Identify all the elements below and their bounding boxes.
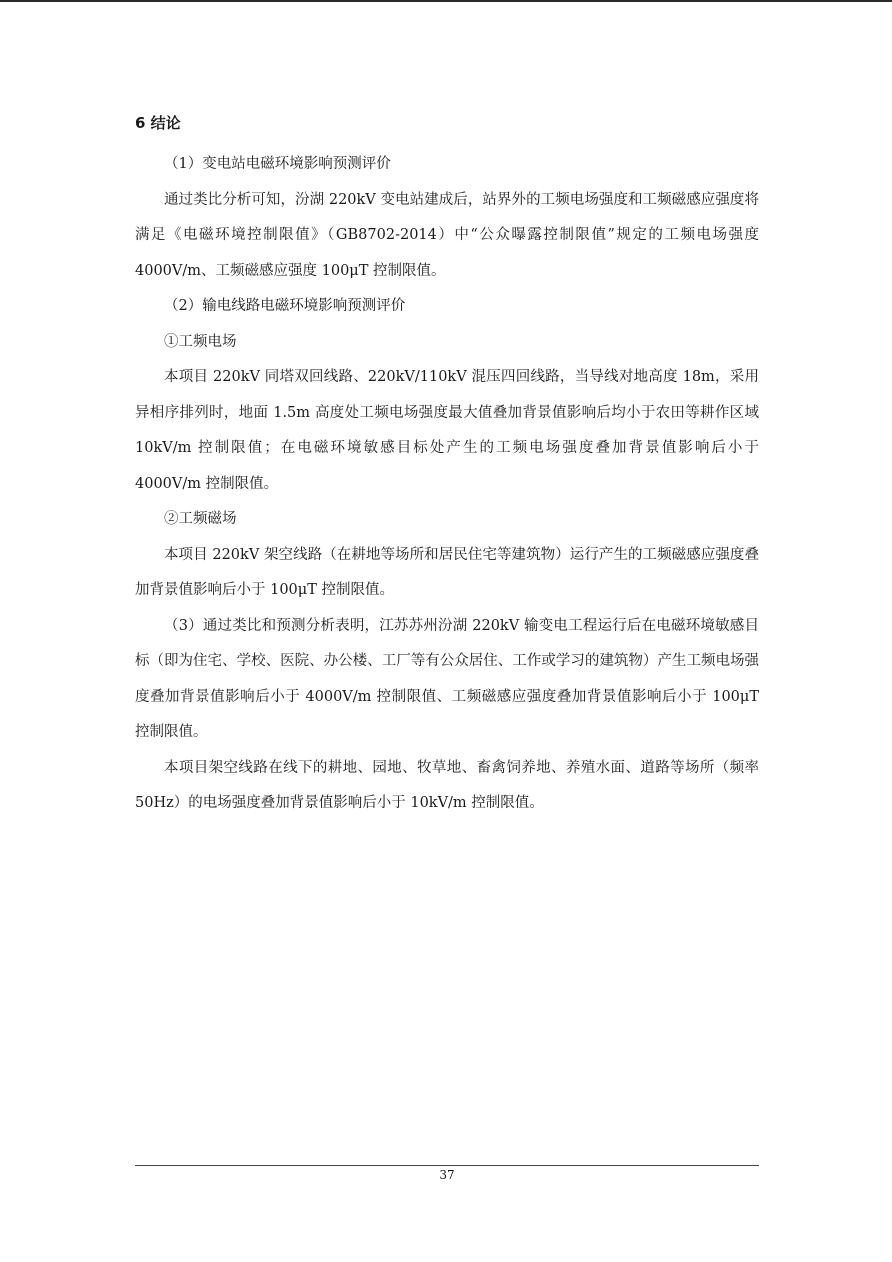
document-body <box>135 112 759 822</box>
paragraph-electric-field: 本项目 220kV 同塔双回线路、220kV/110kV 混压四回线路，当导线对地高度 18m，采用异相序排列时，地面 1.5m 高度处工频电场强度最大值叠加背景值影响后均小于农田等耕作区域 10kV/m 控制限值；在电磁环境敏感目标处产生的工频电场强度叠加背景值影响后小于 4000V/m 控制限值。 <box>135 369 759 492</box>
subsection-title-transmission-line: （2）输电线路电磁环境影响预测评价 <box>164 298 406 314</box>
top-border-rule <box>0 0 892 2</box>
paragraph-substation-analysis: 通过类比分析可知，汾湖 220kV 变电站建成后，站界外的工频电场强度和工频磁感应强度将满足《电磁环境控制限值》（GB8702-2014）中“公众曝露控制限值”规定的工频电场强度 4000V/m、工频磁感应强度 100μT 控制限值。 <box>135 191 759 279</box>
subsection-title-substation: （1）变电站电磁环境影响预测评价 <box>164 156 391 172</box>
footer-rule <box>135 1165 759 1166</box>
section-heading: 6 结论 <box>135 114 181 132</box>
paragraph-overhead-line: 本项目架空线路在线下的耕地、园地、牧草地、畜禽饲养地、养殖水面、道路等场所（频率 50Hz）的电场强度叠加背景值影响后小于 10kV/m 控制限值。 <box>135 759 759 811</box>
item-title-magnetic-field: ②工频磁场 <box>164 511 237 527</box>
page-number: 37 <box>439 1168 455 1182</box>
item-title-electric-field: ①工频电场 <box>164 333 237 350</box>
paragraph-magnetic-field: 本项目 220kV 架空线路（在耕地等场所和居民住宅等建筑物）运行产生的工频磁感应强度叠加背景值影响后小于 100μT 控制限值。 <box>135 546 759 598</box>
paragraph-conclusion-3: （3）通过类比和预测分析表明，江苏苏州汾湖 220kV 输变电工程运行后在电磁环境敏感目标（即为住宅、学校、医院、办公楼、工厂等有公众居住、工作或学习的建筑物）产生工频电场强度叠加背景值影响后小于 4000V/m 控制限值、工频磁感应强度叠加背景值影响后小于 100μT 控制限值。 <box>135 617 759 740</box>
